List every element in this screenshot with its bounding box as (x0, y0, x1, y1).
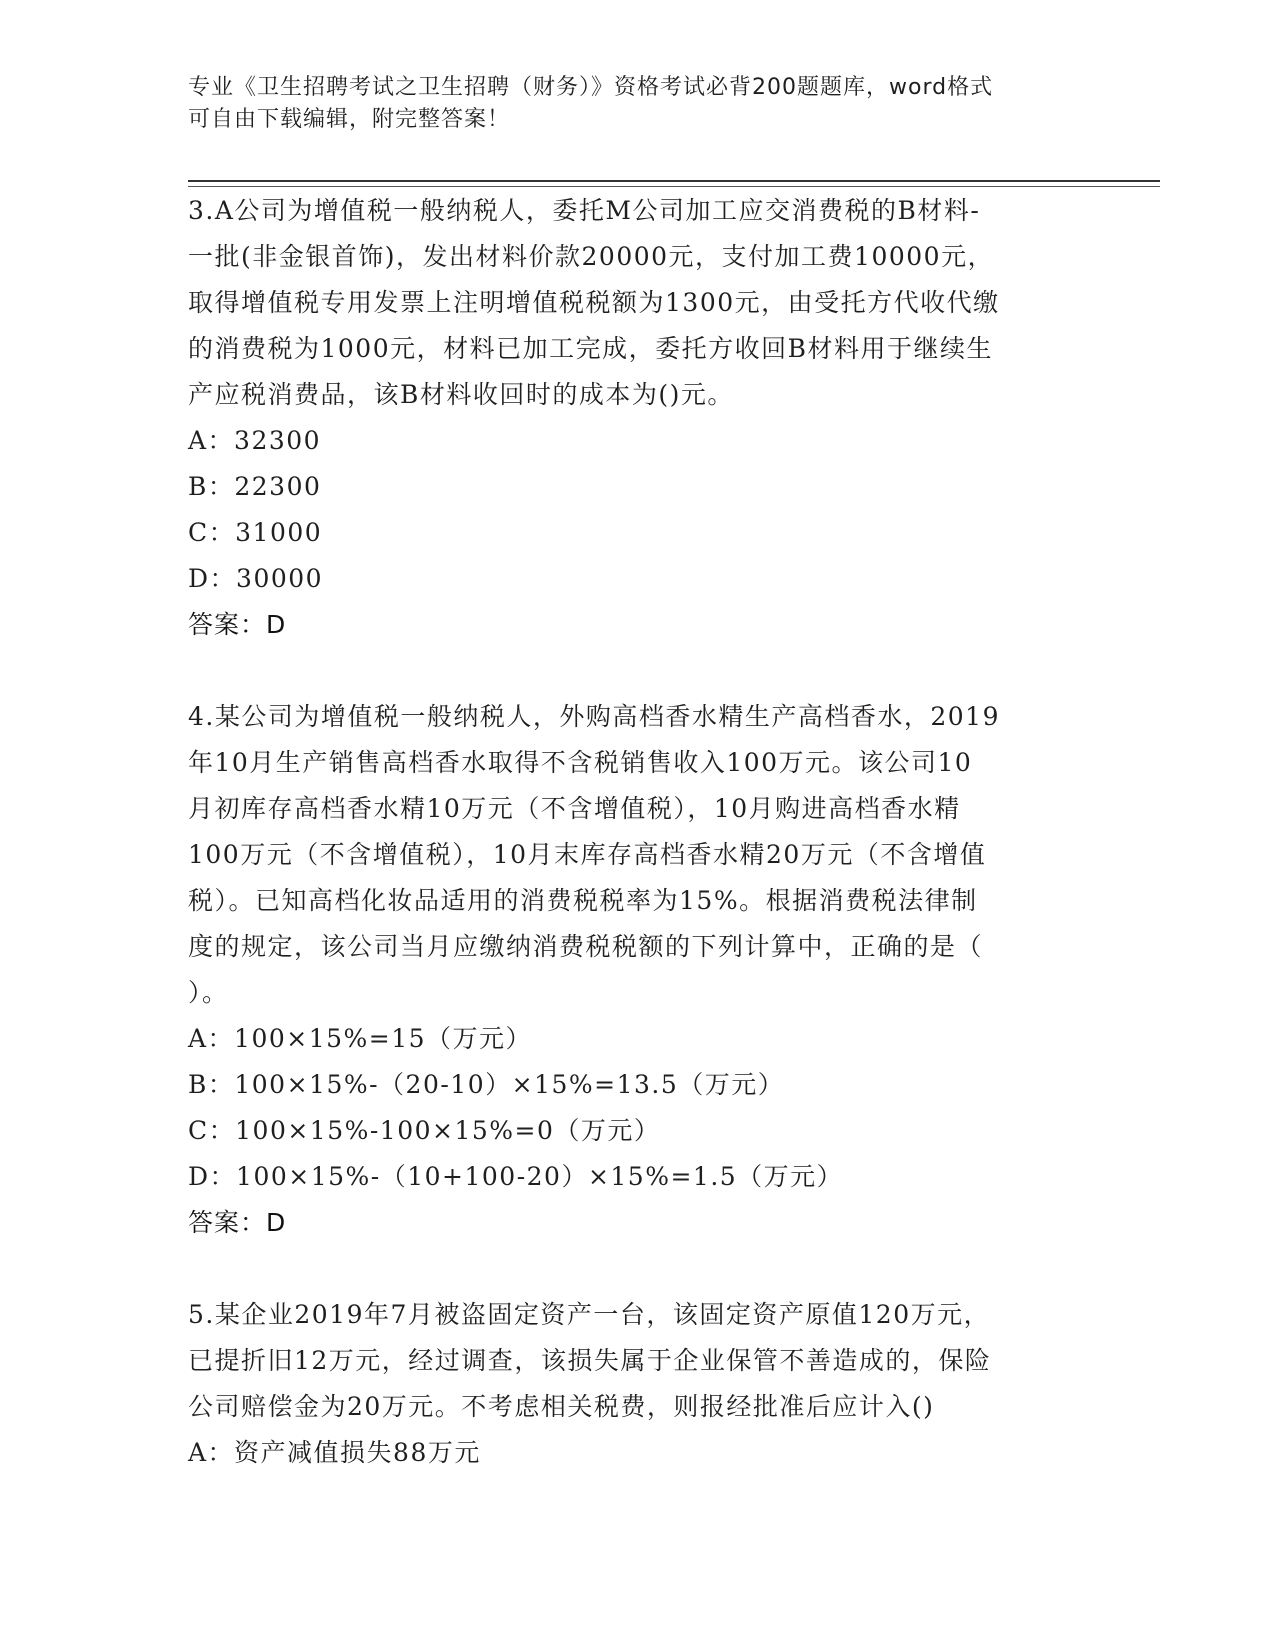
option-a: A：32300 (188, 426, 322, 455)
option-c: C：100×15%-100×15%=0（万元） (188, 1116, 661, 1145)
question-text-line: 产应税消费品，该B材料收回时的成本为()元。 (188, 380, 734, 409)
question-text-line: 年10月生产销售高档香水取得不含税销售收入100万元。该公司10 (188, 748, 973, 777)
question-3 (188, 188, 1088, 648)
question-4 (188, 694, 1088, 1246)
answer-label: 答案：D (188, 1208, 287, 1237)
question-spacer (188, 1246, 1088, 1292)
option-a: A：资产减值损失88万元 (188, 1438, 481, 1467)
option-d: D：30000 (188, 564, 324, 593)
answer-label: 答案：D (188, 610, 287, 639)
question-text-line: 度的规定，该公司当月应缴纳消费税税额的下列计算中，正确的是（ (188, 932, 984, 961)
question-text-line: 税）。已知高档化妆品适用的消费税税率为15%。根据消费税法律制 (188, 886, 978, 915)
question-text-line: ）。 (188, 978, 229, 1007)
question-text-line: 4.某公司为增值税一般纳税人，外购高档香水精生产高档香水，2019 (188, 702, 1000, 731)
question-text-line: 的消费税为1000元，材料已加工完成，委托方收回B材料用于继续生 (188, 334, 993, 363)
question-5 (188, 1292, 1088, 1476)
header-title-line-1: 专业《卫生招聘考试之卫生招聘（财务）》资格考试必背200题题库，word格式 (188, 75, 994, 100)
option-a: A：100×15%=15（万元） (188, 1024, 533, 1053)
question-text-line: 已提折旧12万元，经过调查，该损失属于企业保管不善造成的，保险 (188, 1346, 992, 1375)
question-text-line: 月初库存高档香水精10万元（不含增值税），10月购进高档香水精 (188, 794, 961, 823)
question-text-line: 一批(非金银首饰)，发出材料价款20000元，支付加工费10000元， (188, 242, 995, 271)
option-b: B：22300 (188, 472, 322, 501)
header-title-line-2: 可自由下载编辑，附完整答案！ (188, 107, 511, 132)
question-text-line: 取得增值税专用发票上注明增值税税额为1300元，由受托方代收代缴 (188, 288, 1000, 317)
document-header (188, 72, 1088, 136)
question-list (188, 188, 1088, 1476)
question-text-line: 100万元（不含增值税），10月末库存高档香水精20万元（不含增值 (188, 840, 987, 869)
option-c: C：31000 (188, 518, 323, 547)
option-b: B：100×15%-（20-10）×15%=13.5（万元） (188, 1070, 785, 1099)
header-divider-thin (188, 186, 1160, 187)
option-d: D：100×15%-（10+100-20）×15%=1.5（万元） (188, 1162, 844, 1191)
header-divider-thick (188, 180, 1160, 182)
question-text-line: 3.A公司为增值税一般纳税人，委托M公司加工应交消费税的B材料- (188, 196, 981, 225)
question-text-line: 公司赔偿金为20万元。不考虑相关税费，则报经批准后应计入() (188, 1392, 935, 1421)
question-text-line: 5.某企业2019年7月被盗固定资产一台，该固定资产原值120万元， (188, 1300, 991, 1329)
question-spacer (188, 648, 1088, 694)
